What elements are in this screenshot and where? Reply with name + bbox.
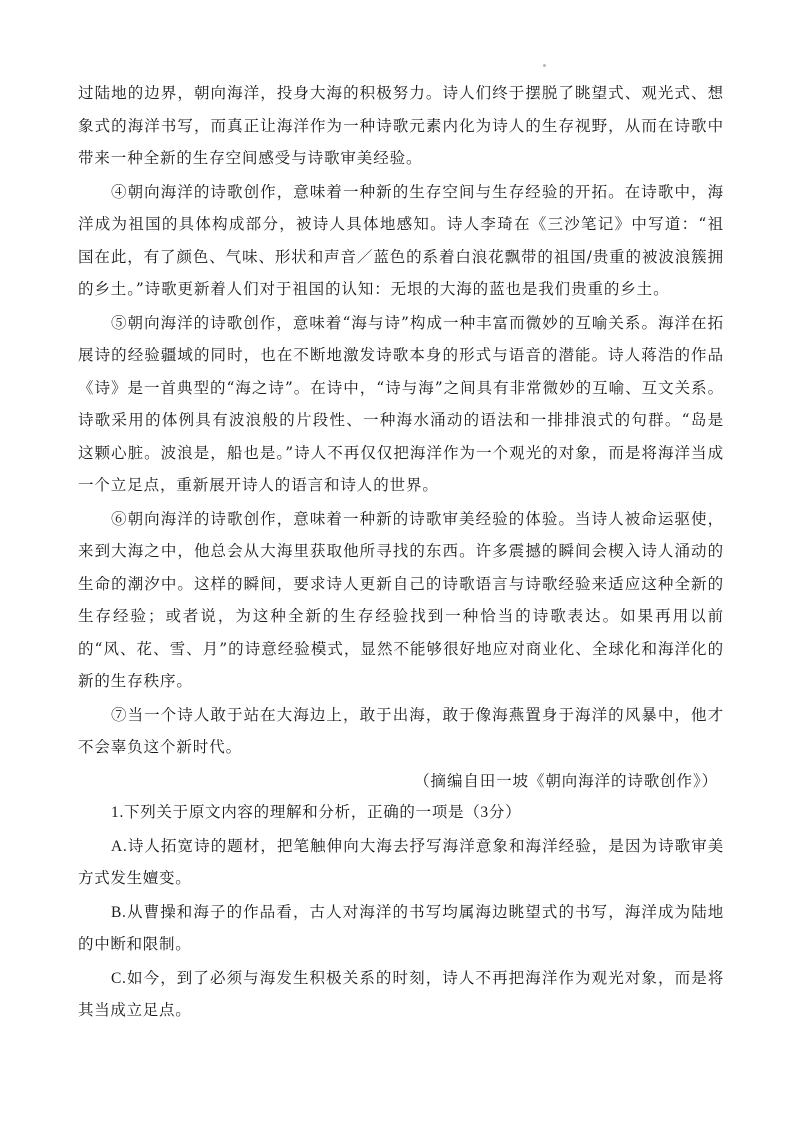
paragraph-4: ④朝向海洋的诗歌创作，意味着一种新的生存空间与生存经验的开拓。在诗歌中，海洋成为祖国的具体构成部分，被诗人具体地感知。诗人李琦在《三沙笔记》中写道：“祖国在此，有了颜色、气味、形状和声音／蓝色的系着白浪花飘带的祖国/贵重的被波浪簇拥的乡土。”诗歌更新着人们对于祖国的认知：无垠的大海的蓝也是我们贵重的乡土。 — [78, 182, 724, 298]
article-source: （摘编自田一坡《朝向海洋的诗歌创作》） — [414, 771, 718, 790]
paragraph-7: ⑦当一个诗人敢于站在大海边上，敢于出海，敢于像海燕置身于海洋的风暴中，他才不会辜负这个新时代。 — [78, 705, 724, 756]
option-c: C.如今，到了必须与海发生积极关系的时刻，诗人不再把海洋作为观光对象，而是将其当成立足点。 — [78, 969, 724, 1019]
paragraph-5: ⑤朝向海洋的诗歌创作，意味着“海与诗”构成一种丰富而微妙的互喻关系。海洋在拓展诗的经验疆域的同时，也在不断地激发诗歌本身的形式与语音的潜能。诗人蒋浩的作品《诗》是一首典型的“海之诗”。在诗中，“诗与海”之间具有非常微妙的互喻、互文关系。诗歌采用的体例具有波浪般的片段性、一种海水涌动的语法和一排排浪式的句群。“岛是这颗心脏。波浪是，船也是。”诗人不再仅仅把海洋作为一个观光的对象，而是将海洋当成一个立足点，重新展开诗人的语言和诗人的世界。 — [78, 313, 724, 494]
question-1 — [78, 797, 724, 1028]
article-body — [78, 77, 724, 1028]
scan-speck — [543, 64, 546, 67]
option-a: A.诗人拓宽诗的题材，把笔触伸向大海去抒写海洋意象和海洋经验，是因为诗歌审美方式发生嬗变。 — [78, 837, 724, 887]
option-b: B.从曹操和海子的作品看，古人对海洋的书写均属海边眺望式的书写，海洋成为陆地的中断和限制。 — [78, 903, 724, 953]
paragraph-continued: 过陆地的边界，朝向海洋，投身大海的积极努力。诗人们终于摆脱了眺望式、观光式、想象式的海洋书写，而真正让海洋作为一种诗歌元素内化为诗人的生存视野，从而在诗歌中带来一种全新的生存空间感受与诗歌审美经验。 — [78, 84, 724, 167]
paragraph-6: ⑥朝向海洋的诗歌创作，意味着一种新的诗歌审美经验的体验。当诗人被命运驱使，来到大海之中，他总会从大海里获取他所寻找的东西。许多震撼的瞬间会楔入诗人涌动的生命的潮汐中。这样的瞬间，要求诗人更新自己的诗歌语言与诗歌经验来适应这种全新的生存经验；或者说，为这种全新的生存经验找到一种恰当的诗歌表达。如果再用以前的“风、花、雪、月”的诗意经验模式，显然不能够很好地应对商业化、全球化和海洋化的新的生存秩序。 — [78, 509, 724, 690]
question-stem: 1.下列关于原文内容的理解和分析，正确的一项是（3分） — [111, 804, 522, 821]
